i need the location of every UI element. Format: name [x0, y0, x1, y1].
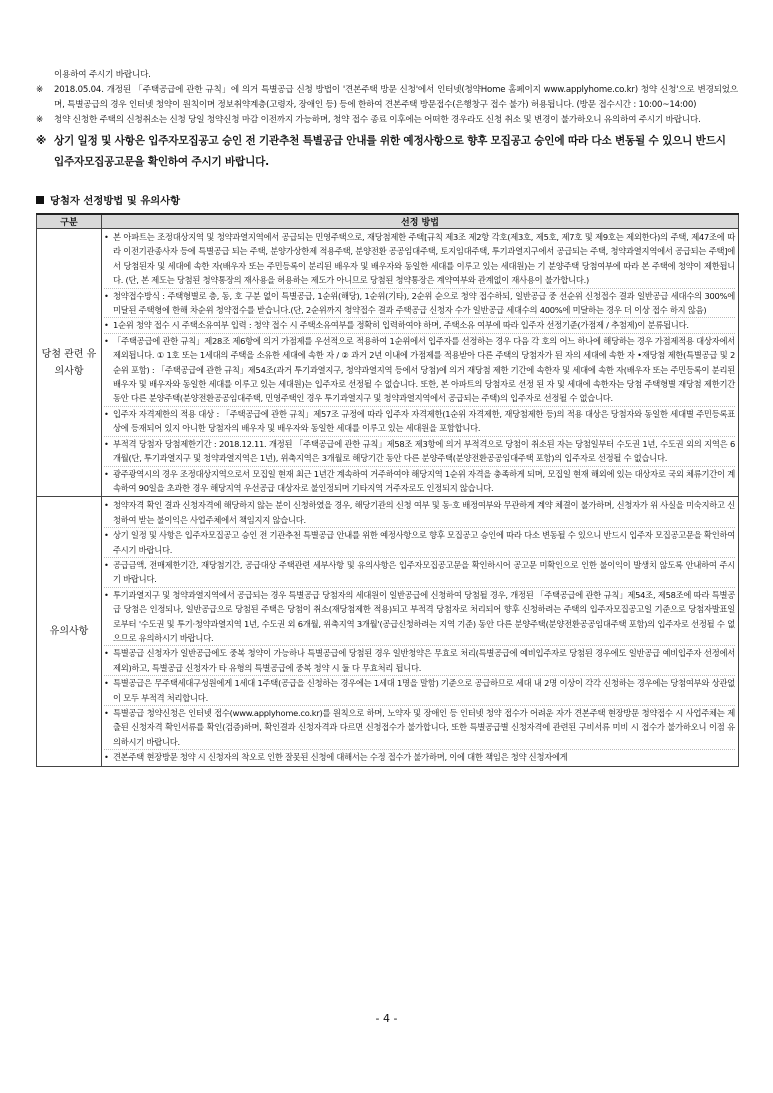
item-text: 광주광역시의 경우 조정대상지역으로서 모집일 현재 최근 1년간 계속하여 거주하여야 해당지역 1순위 자격을 충족하게 되며, 모집일 현재 해외에 있는 대상자로 국외 체류기간이 계속하여 90일을 초과한 경우 해당지역 우선공급 대상자로 불인정되며 기타지역 거주자로도 인정되지 않습니다. — [113, 468, 735, 493]
list-item — [104, 645, 735, 675]
item-text: 입주자 자격제한의 적용 대상 : 「주택공급에 관한 규칙」제57조 규정에 따라 입주자 자격제한(1순위 자격제한, 재당첨제한 등)의 적용 대상은 당첨자와 동일한 세대별 주민등록표상에 등재되어 있지 아니한 당첨자의 배우자 및 배우자와 동일한 세대를 이루고 있는 세대원을 포함합니다. — [113, 408, 735, 434]
square-bullet-icon — [36, 196, 44, 204]
header-method: 선정 방법 — [102, 214, 739, 229]
row-items — [102, 229, 739, 497]
intro-notes — [36, 68, 738, 128]
list-item — [104, 317, 735, 332]
item-text: 특별공급 청약신청은 인터넷 접수(www.applyhome.co.kr)를 원칙으로 하며, 노약자 및 장애인 등 인터넷 청약 접수가 어려운 자가 견본주택 현장방문 청약접수 시 사업주체는 제출된 신청자격 확인서류를 확인(검증)하며, 확인결과 신청자격과 다르면 신청접수가 불가합니다, 또한 특별공급별 신청자격에 관련된 구비서류 미비 시 접수가 불가하오니 이점 유의하시기 바랍니다. — [113, 708, 735, 747]
item-text: 견본주택 현장방문 청약 시 신청자의 착오로 인한 잘못된 신청에 대해서는 수정 접수가 불가하며, 이에 대한 책임은 청약 신청자에게 — [113, 752, 568, 763]
row-category: 당첨 관련 유의사항 — [37, 229, 102, 497]
important-notice — [36, 131, 738, 173]
list-item — [104, 527, 735, 557]
list-item — [104, 675, 735, 705]
header-category: 구분 — [37, 214, 102, 229]
item-text: 부적격 당첨자 당첨제한기간 : 2018.12.11. 개정된 「주택공급에 관한 규칙」제58조 제3항에 의거 부적격으로 당첨이 취소된 자는 당첨일부터 수도권 1년, 수도권 외의 지역은 6개월(단, 투기과열지구 및 청약과열지역은 1년), 위축지역은 3개월로 해당기간 동안 다른 분양주택(분양전환공공임대주택 포함)의 입주자로 선정될 수 없습니다. — [113, 438, 735, 464]
list-item — [104, 557, 735, 587]
item-text: 본 아파트는 조정대상지역 및 청약과열지역에서 공급되는 민영주택으로, 재당첨제한 주택[규칙 제3조 제2항 각호(제3호, 제5호, 제7호 및 제9호는 제외한다)의 주택, 제47조에 따라 이전기관종사자 등에 특별공급 되는 주택, 분양가상한제 적용주택, 분양전환 공공임대주택, 토지임대주택, 투기과열지구에서 공급되는 주택, 청약과열지역에서 공급되는 주택]에서 당첨된자 및 세대에 속한 자(배우자 또는 주민등록이 분리된 배우자 및 배우자와 동일한 세대를 이루고 있는 세대원)는 기 분양주택 당첨여부에 따라 본 주택에 청약이 제한됩니다. (단, 본 제도는 당첨된 청약통장의 재사용을 허용하는 제도가 아니므로 당첨된 청약통장은 계약여부와 관계없이 재사용이 불가합니다.) — [113, 232, 735, 286]
note-text: 이용하여 주시기 바랍니다. — [54, 70, 151, 80]
row-category: 유의사항 — [37, 497, 102, 766]
list-item — [104, 587, 735, 646]
bullet-icon: • — [104, 232, 109, 242]
item-text: 1순위 청약 접수 시 주택소유여부 입력 : 청약 접수 시 주택소유여부를 정확히 입력하여야 하며, 주택소유 여부에 따라 입주자 선정기준(가점제 / 추첨제)이 분류됩니다. — [113, 320, 689, 331]
item-text: 투기과열지구 및 청약과열지역에서 공급되는 경우 특별공급 당첨자의 세대원이 일반공급에 신청하여 당첨될 경우, 개정된 「주택공급에 관한 규칙」제54조, 제58조에 따라 특별공급 당첨은 인정되나, 일반공급으로 당첨된 주택은 당첨이 취소(재당첨제한 적용)되고 부적격 당첨자로 처리되어 향후 신청하려는 주택의 입주자모집공고일 기준으로 당첨자발표일로부터 '수도권 및 투기·청약과열지역 1년, 수도권 외 6개월, 위축지역 3개월'(공급신청하려는 지역 기준) 동안 다른 분양주택(분양전환공공임대주택 포함)의 입주자로 선정될 수 없으므로 유의하시기 바랍니다. — [113, 589, 735, 643]
section-title-text: 당첨자 선정방법 및 유의사항 — [50, 195, 181, 207]
item-text: 「주택공급에 관한 규칙」제28조 제6항에 의거 가점제를 우선적으로 적용하여 1순위에서 입주자를 선정하는 경우 다음 각 호의 어느 하나에 해당하는 경우 가점제적용 대상자에서 제외됩니다. ① 1호 또는 1세대의 주택을 소유한 세대에 속한 자 / ② 과거 2년 이내에 가점제를 적용받아 다른 주택의 당첨자가 된 자의 세대에 속한 자 •재당첨 제한(특별공급 및 2순위 포함) : 「주택공급에 관한 규칙」제54조(과거 투기과열지구, 청약과열지역 등에서 당첨)에 의거 재당첨 제한 기간에 속한자 및 세대에 속한 자(배우자 또는 주민등록이 분리된 배우자 및 배우자와 동일한 세대를 이루고 있는 세대원)는 입주자로 선정될 수 없습니다. 또한, 본 아파트의 당첨자로 선정 된 자 및 세대에 속한자는 당첨 주택형별 재당첨 제한기간 동안 다른 분양주택(분양전환공공임대주택, 민영주택인 경우 투기과열지구 및 청약과열지역에서 공급되는 주택)의 입주자로 선정될 수 없습니다. — [113, 335, 735, 404]
intro-note — [36, 113, 738, 128]
item-text: 청약자격 확인 결과 신청자격에 해당하지 않는 분이 신청하였을 경우, 해당기관의 신청 여부 및 동·호 배정여부와 무관하게 계약 체결이 불가하며, 신청자가 위 사실을 미숙지하고 신청하여 받는 불이익은 사업주체에서 책임지지 않습니다. — [113, 500, 735, 525]
note-mark — [36, 68, 54, 83]
list-item — [104, 466, 735, 496]
item-text: 청약접수방식 : 주택형별로 층, 동, 호 구분 없이 특별공급, 1순위(해당), 1순위(기타), 2순위 순으로 청약 접수하되, 일반공급 중 선순위 신청접수 결과 일반공급 세대수의 300%에 미달된 주택형에 한해 차순위 청약접수를 받습니다.(단, 2순위까지 청약접수 결과 주택공급 신청자 수가 일반공급 세대수의 400%에 미달하는 경우 더 이상 접수 하지 않음) — [113, 290, 735, 316]
item-text: 공급금액, 전매제한기간, 재당첨기간, 공급대상 주택관련 세부사항 및 유의사항은 입주자모집공고문을 확인하시어 공고문 미확인으로 인한 불이익이 발생치 않도록 안내하여 주시기 바랍니다. — [113, 559, 735, 585]
bullet-icon: • — [104, 708, 109, 718]
list-item — [104, 288, 735, 318]
list-item — [104, 406, 735, 436]
bullet-icon: • — [104, 468, 109, 479]
row-items — [102, 497, 739, 766]
notice-mark: ※ — [36, 135, 47, 147]
item-text: 상기 일정 및 사항은 입주자모집공고 승인 전 기관추천 특별공급 안내를 위한 예정사항으로 향후 모집공고 승인에 따라 다소 변동될 수 있으니 반드시 입주자 모집공고문을 확인하여 주시기 바랍니다. — [113, 530, 735, 555]
bullet-icon: • — [104, 530, 109, 541]
note-text: 2018.05.04. 개정된 「주택공급에 관한 규칙」에 의거 특별공급 신청 방법이 '견본주택 방문 신청'에서 인터넷(청약Home 홈페이지 www.applyhome.co.kr) 청약 신청'으로 변경되었으며, 특별공급의 경우 인터넷 청약이 원칙이며 정보취약계층(고령자, 장애인 등) 등에 한하여 견본주택 방문접수(은행창구 접수 불가) 허용됩니다. (방문 접수시간 : 10:00~14:00) — [54, 85, 738, 110]
bullet-icon: • — [104, 335, 109, 346]
list-item — [104, 333, 735, 406]
table-header-row — [37, 214, 739, 229]
list-item — [104, 705, 735, 749]
bullet-icon: • — [104, 559, 109, 570]
notice-line — [36, 131, 738, 173]
note-text: 청약 신청한 주택의 신청취소는 신청 당일 청약신청 마감 이전까지 가능하며, 청약 접수 종료 이후에는 어떠한 경우라도 신청 취소 및 변경이 불가하오니 유의하여 주시기 바랍니다. — [54, 115, 701, 125]
bullet-icon: • — [104, 589, 109, 600]
bullet-icon: • — [104, 408, 109, 419]
document-page — [36, 68, 738, 767]
list-item — [104, 230, 735, 288]
list-item — [104, 749, 735, 764]
notice-text: 상기 일정 및 사항은 입주자모집공고 승인 전 기관추천 특별공급 안내를 위한 예정사항으로 향후 모집공고 승인에 따라 다소 변동될 수 있으니 반드시 입주자모집공고문을 확인하여 주시기 바랍니다. — [54, 135, 726, 168]
intro-note — [36, 68, 738, 83]
list-item — [104, 498, 735, 527]
table-row — [37, 229, 739, 497]
bullet-icon: • — [104, 648, 109, 659]
bullet-icon: • — [104, 500, 109, 511]
list-item — [104, 436, 735, 466]
note-mark: ※ — [36, 115, 44, 125]
note-mark: ※ — [36, 85, 44, 95]
bullet-icon: • — [104, 438, 109, 449]
section-title — [36, 192, 738, 207]
selection-table — [36, 213, 739, 767]
table-row — [37, 497, 739, 766]
bullet-icon: • — [104, 678, 109, 689]
item-text: 특별공급 신청자가 일반공급에도 중복 청약이 가능하나 특별공급에 당첨된 경우 일반청약은 무효로 처리(특별공급에 예비입주자로 당첨된 경우에도 일반공급 예비입주자 선정에서 제외)하고, 특별공급 신청자가 타 유형의 특별공급에 중복 청약 시 둘 다 무효처리 됩니다. — [113, 648, 735, 673]
page-number: - 4 - — [375, 1012, 398, 1025]
intro-note — [36, 83, 738, 113]
bullet-icon: • — [104, 290, 109, 301]
bullet-icon: • — [104, 752, 109, 763]
bullet-icon: • — [104, 320, 109, 331]
item-text: 특별공급은 무주택세대구성원에게 1세대 1주택(공급을 신청하는 경우에는 1세대 1명을 말함) 기준으로 공급하므로 세대 내 2명 이상이 각각 신청하는 경우에는 당첨여부와 상관없이 모두 부적격 처리합니다. — [113, 678, 735, 703]
